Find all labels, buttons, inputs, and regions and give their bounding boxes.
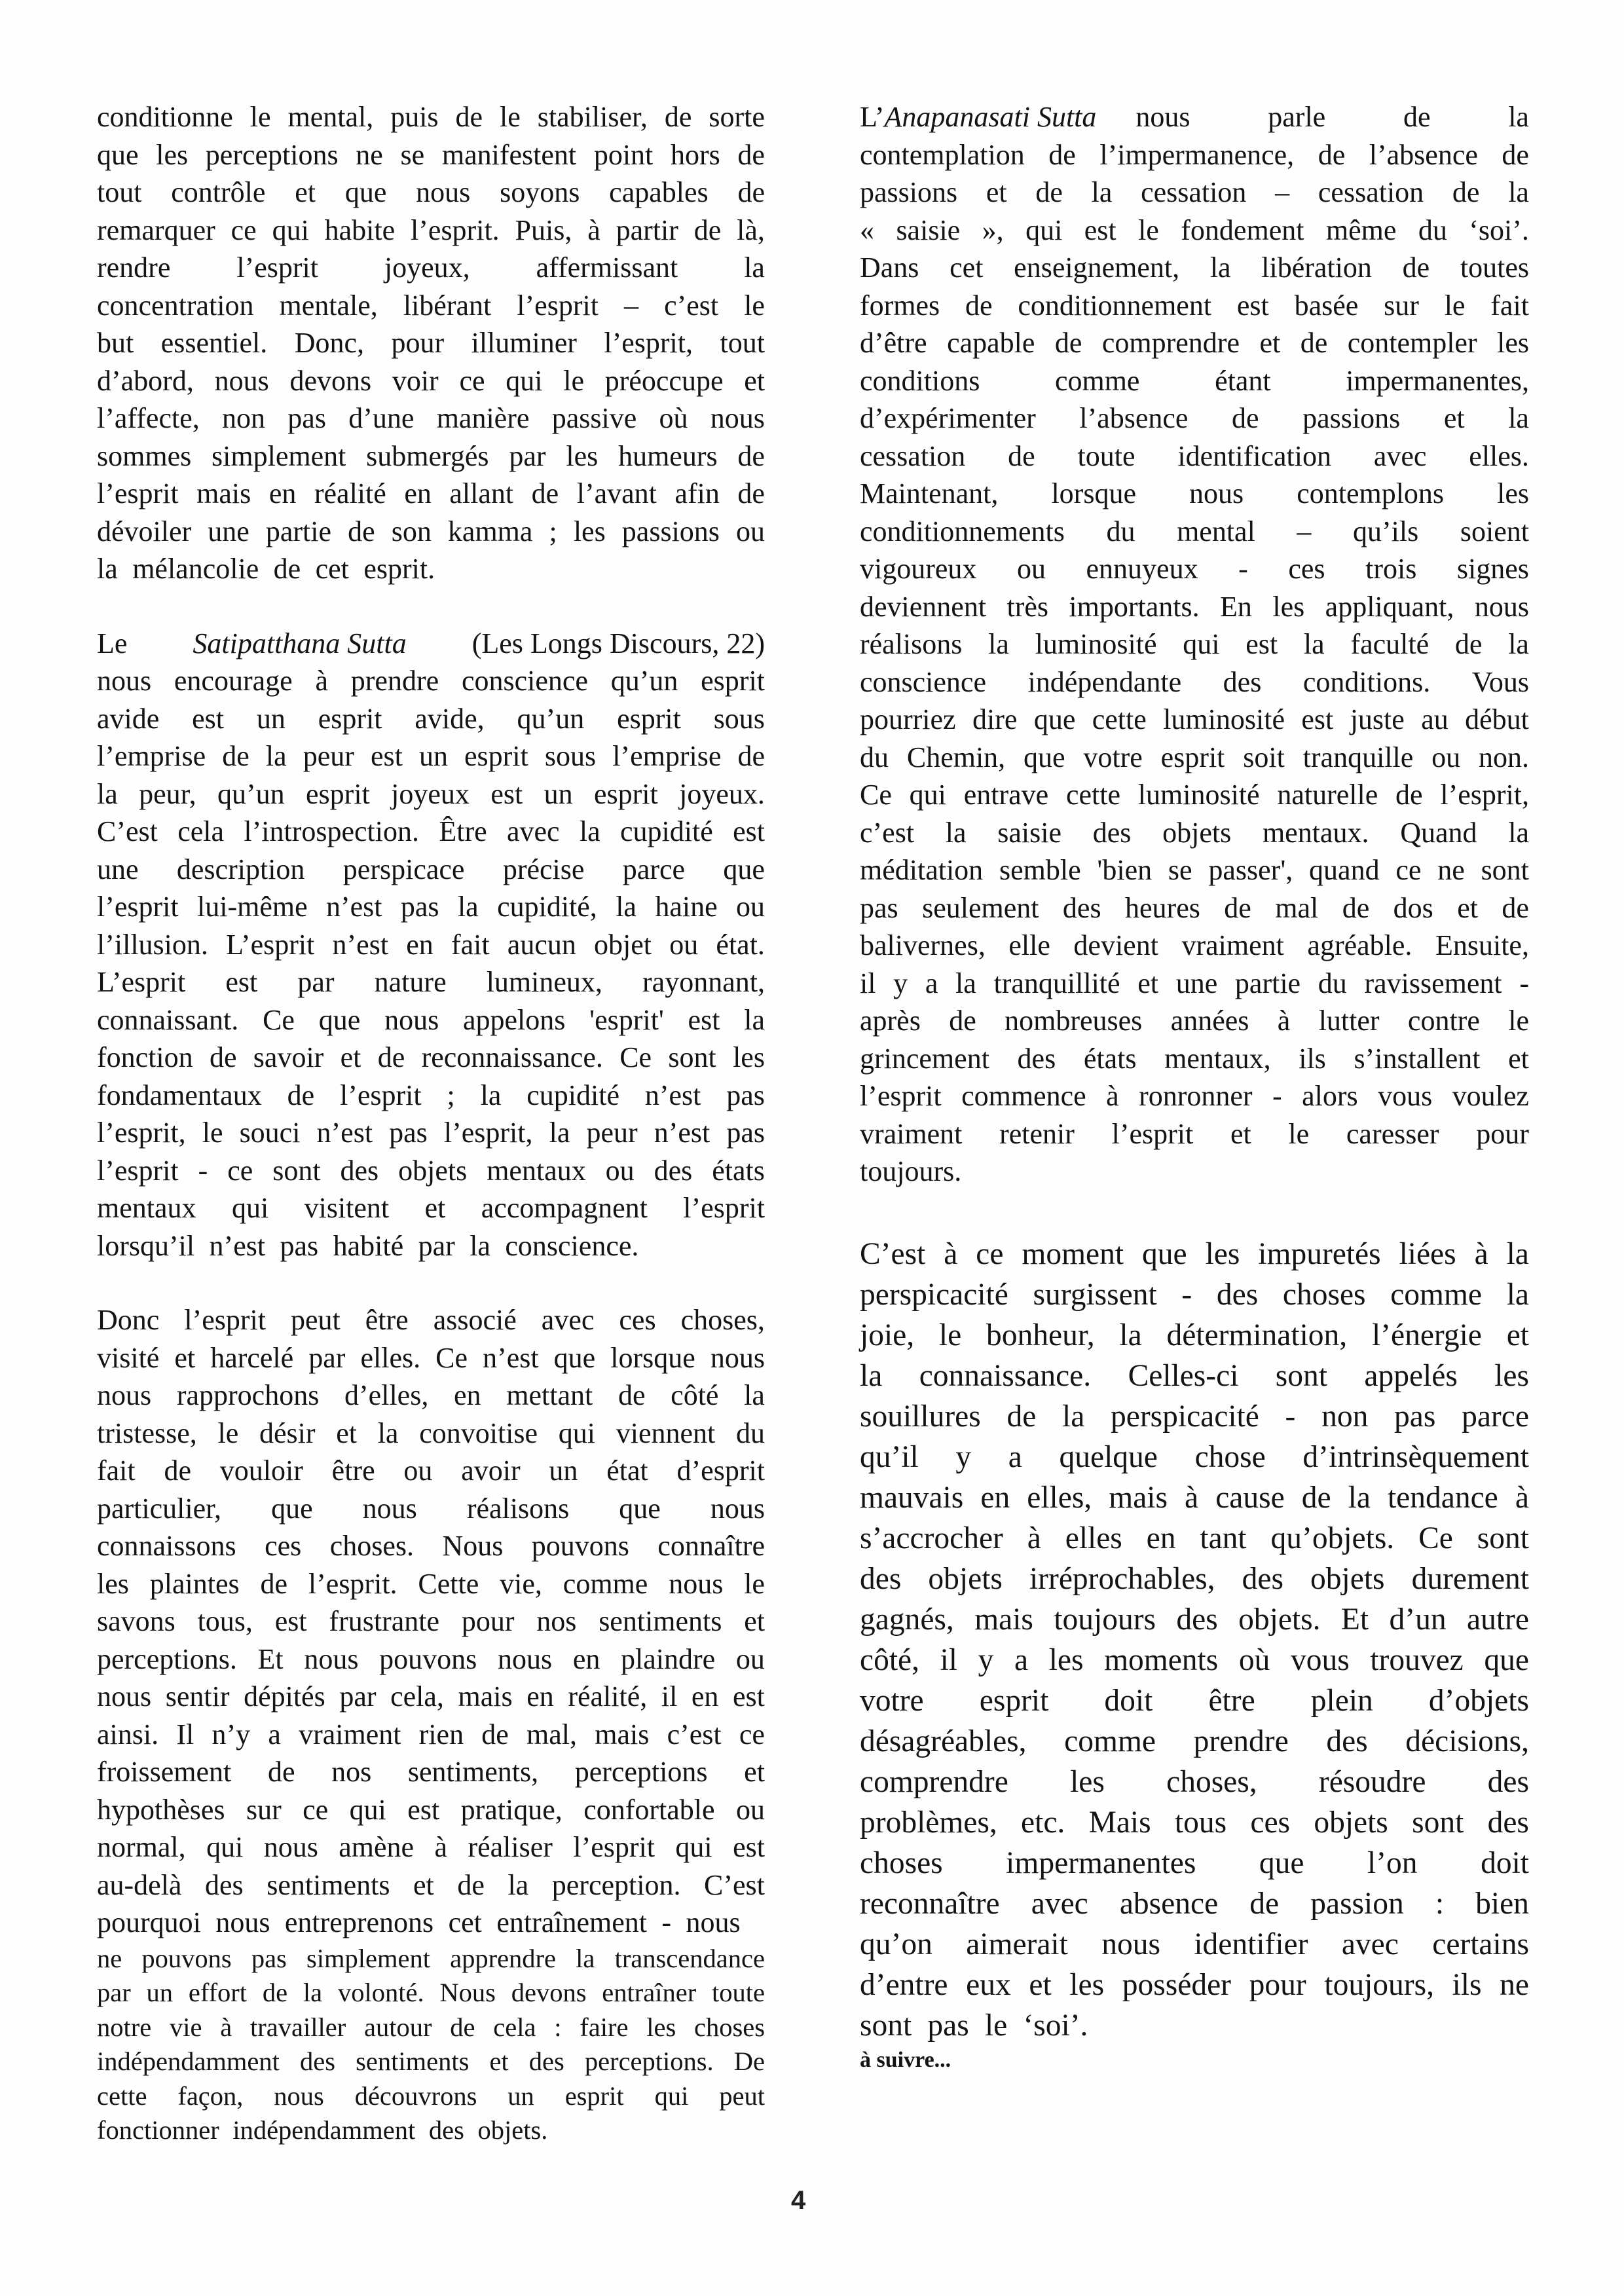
text-line: passions et de la cessation – cessation de la xyxy=(860,176,1529,208)
italic-title-group xyxy=(860,98,1096,136)
text-line: fondamentaux de l’esprit ; la cupidité n’est pas xyxy=(97,1079,765,1111)
paragraph-impurities xyxy=(860,1234,1529,2046)
text-line: la mélancolie de cet esprit. xyxy=(97,553,435,585)
text-line: toujours. xyxy=(860,1155,962,1187)
text-line: l’esprit lui-même n’est pas la cupidité, la haine ou xyxy=(97,891,765,923)
paragraph-1 xyxy=(97,98,765,588)
text-line: tristesse, le désir et la convoitise qui viennent du xyxy=(97,1416,765,1449)
text-line: ainsi. Il n’y a vraiment rien de mal, mais c’est ce xyxy=(97,1718,765,1750)
text-line: vraiment retenir l’esprit et le caresser pour xyxy=(860,1117,1529,1150)
text-line: ne pouvons pas simplement apprendre la transcendance xyxy=(97,1943,765,1973)
first-line xyxy=(97,625,765,663)
text-prefix: L’ xyxy=(860,101,885,133)
text-line: lorsqu’il n’est pas habité par la conscience. xyxy=(97,1229,639,1262)
text-line: deviennent très importants. En les appliquant, nous xyxy=(860,590,1529,623)
text-line: grincement des états mentaux, ils s’installent et xyxy=(860,1042,1529,1075)
text-suffix: nous parle de la xyxy=(1135,101,1529,133)
text-line: fonctionner indépendamment des objets. xyxy=(97,2115,548,2145)
text-line: l’affecte, non pas d’une manière passive où nous xyxy=(97,402,765,434)
text-line: d’abord, nous devons voir ce qui le préoccupe et xyxy=(97,364,765,397)
text-line: sont pas le ‘soi’. xyxy=(860,2008,1088,2043)
text-line: l’esprit - ce sont des objets mentaux ou des états xyxy=(97,1154,765,1187)
text-line: remarquer ce qui habite l’esprit. Puis, à partir de là, xyxy=(97,213,765,246)
text-line: d’entre eux et les posséder pour toujours, ils ne xyxy=(860,1967,1529,2002)
text-line: du Chemin, que votre esprit soit tranquille ou non. xyxy=(860,741,1529,773)
text-line: côté, il y a les moments où vous trouvez que xyxy=(860,1642,1529,1677)
text-line: reconnaître avec absence de passion : bien xyxy=(860,1886,1529,1921)
paragraph-anapanasati xyxy=(860,98,1529,1191)
text-line: hypothèses sur ce qui est pratique, confortable ou xyxy=(97,1793,765,1826)
text-line: mentaux qui visitent et accompagnent l’esprit xyxy=(97,1192,765,1224)
text-line: C’est à ce moment que les impuretés liées à la xyxy=(860,1236,1529,1271)
text-line: que les perceptions ne se manifestent point hors de xyxy=(97,138,765,171)
text-line: pourquoi nous entreprenons cet entraînement - nous xyxy=(97,1906,741,1938)
text-line: les plaintes de l’esprit. Cette vie, comme nous le xyxy=(97,1567,765,1600)
text-line: fonction de savoir et de reconnaissance. Ce sont les xyxy=(97,1041,765,1073)
text-line: vigoureux ou ennuyeux - ces trois signes xyxy=(860,553,1529,585)
text-line: comprendre les choses, résoudre des xyxy=(860,1764,1529,1799)
first-line xyxy=(860,98,1529,136)
text-line: concentration mentale, libérant l’esprit – c’est le xyxy=(97,289,765,322)
text-line: conditionnements du mental – qu’ils soient xyxy=(860,515,1529,547)
text-line: qu’il y a quelque chose d’intrinsèquement xyxy=(860,1439,1529,1474)
paragraph-3-small xyxy=(97,1942,765,2148)
text-line: visité et harcelé par elles. Ce n’est que lorsque nous xyxy=(97,1341,765,1374)
text-line: l’illusion. L’esprit n’est en fait aucun objet ou état. xyxy=(97,928,765,961)
text-suffix: (Les Longs Discours, 22) xyxy=(471,627,765,659)
text-line: une description perspicace précise parce que xyxy=(97,853,765,885)
text-line: il y a la tranquillité et une partie du ravissement - xyxy=(860,967,1529,999)
text-line: cessation de toute identification avec elles. xyxy=(860,439,1529,472)
text-line: formes de conditionnement est basée sur le fait xyxy=(860,289,1529,322)
text-line: conditionne le mental, puis de le stabiliser, de sorte xyxy=(97,101,765,133)
text-line: tout contrôle et que nous soyons capables de xyxy=(97,176,765,208)
text-line: dévoiler une partie de son kamma ; les passions ou xyxy=(97,515,765,547)
text-line: mauvais en elles, mais à cause de la tendance à xyxy=(860,1480,1529,1515)
text-line: conscience indépendante des conditions. Vous xyxy=(860,665,1529,698)
text-line: choses impermanentes que l’on doit xyxy=(860,1845,1529,1880)
text-line: balivernes, elle devient vraiment agréable. Ensuite, xyxy=(860,929,1529,961)
page-number: 4 xyxy=(791,2186,806,2215)
text-line: connaissant. Ce que nous appelons 'esprit' est la xyxy=(97,1003,765,1036)
text-line: qu’on aimerait nous identifier avec certains xyxy=(860,1927,1529,1961)
text-line: indépendamment des sentiments et des perceptions. De xyxy=(97,2046,765,2076)
text-line: après de nombreuses années à lutter contre le xyxy=(860,1005,1529,1037)
text-line: au-delà des sentiments et de la perception. C’est xyxy=(97,1868,765,1901)
text-line: désagréables, comme prendre des décisions, xyxy=(860,1724,1529,1758)
text-line: gagnés, mais toujours des objets. Et d’un autre xyxy=(860,1602,1529,1637)
text-line: notre vie à travailler autour de cela : faire les choses xyxy=(97,2012,765,2042)
text-line: réalisons la luminosité qui est la faculté de la xyxy=(860,628,1529,660)
text-line: pourriez dire que cette luminosité est juste au début xyxy=(860,703,1529,735)
text-line: la connaissance. Celles-ci sont appelés les xyxy=(860,1358,1529,1393)
text-line: savons tous, est frustrante pour nos sentiments et xyxy=(97,1605,765,1637)
text-line: méditation semble 'bien se passer', quand ce ne sont xyxy=(860,854,1529,886)
sutta-title-italic: Anapanasati Sutta xyxy=(884,101,1097,133)
text-line: rendre l’esprit joyeux, affermissant la xyxy=(97,251,765,284)
text-line: votre esprit doit être plein d’objets xyxy=(860,1683,1529,1718)
paragraph-3 xyxy=(97,1301,765,1942)
paragraph-1-body xyxy=(860,136,1529,1191)
text-line: contemplation de l’impermanence, de l’absence de xyxy=(860,138,1529,171)
text-line: but essentiel. Donc, pour illuminer l’esprit, tout xyxy=(97,327,765,359)
text-line: particulier, que nous réalisons que nous xyxy=(97,1492,765,1525)
text-line: pas seulement des heures de mal de dos et de xyxy=(860,891,1529,924)
paragraph-gap xyxy=(97,588,765,625)
text-line: conditions comme étant impermanentes, xyxy=(860,364,1529,397)
text-line: l’esprit commence à ronronner - alors vous voulez xyxy=(860,1080,1529,1112)
paragraph-gap xyxy=(97,1265,765,1301)
text-line: Ce qui entrave cette luminosité naturelle de l’esprit, xyxy=(860,779,1529,811)
text-line: l’emprise de la peur est un esprit sous l’emprise de xyxy=(97,740,765,772)
paragraph-satipatthana xyxy=(97,625,765,1265)
text-line: par un effort de la volonté. Nous devons entraîner toute xyxy=(97,1978,765,2007)
text-line: C’est cela l’introspection. Être avec la cupidité est xyxy=(97,815,765,847)
text-line: fait de vouloir être ou avoir un état d’esprit xyxy=(97,1454,765,1487)
text-line: L’esprit est par nature lumineux, rayonnant, xyxy=(97,966,765,998)
paragraph-2-body xyxy=(97,662,765,1265)
continuation-note: à suivre... xyxy=(860,2047,951,2072)
text-line: sommes simplement submergés par les humeurs de xyxy=(97,439,765,472)
text-line: perspicacité surgissent - des choses comme la xyxy=(860,1277,1529,1312)
text-line: souillures de la perspicacité - non pas parce xyxy=(860,1399,1529,1434)
text-line: nous encourage à prendre conscience qu’un esprit xyxy=(97,665,765,697)
text-line: s’accrocher à elles en tant qu’objets. Ce sont xyxy=(860,1521,1529,1555)
text-line: nous sentir dépités par cela, mais en réalité, il en est xyxy=(97,1680,765,1713)
left-column xyxy=(97,98,765,2148)
paragraph-gap xyxy=(860,1191,1529,1234)
text-line: nous rapprochons d’elles, en mettant de côté la xyxy=(97,1379,765,1411)
text-line: l’esprit, le souci n’est pas l’esprit, la peur n’est pas xyxy=(97,1117,765,1149)
text-line: Dans cet enseignement, la libération de toutes xyxy=(860,251,1529,284)
text-line: d’expérimenter l’absence de passions et la xyxy=(860,402,1529,434)
text-line: « saisie », qui est le fondement même du ‘soi’. xyxy=(860,213,1529,246)
text-line: connaissons ces choses. Nous pouvons connaître xyxy=(97,1530,765,1562)
text-prefix: Le xyxy=(97,627,128,659)
text-line: l’esprit mais en réalité en allant de l’avant afin de xyxy=(97,477,765,509)
text-line: joie, le bonheur, la détermination, l’énergie et xyxy=(860,1318,1529,1352)
text-line: problèmes, etc. Mais tous ces objets sont des xyxy=(860,1805,1529,1840)
text-line: avide est un esprit avide, qu’un esprit sous xyxy=(97,702,765,735)
text-line: la peur, qu’un esprit joyeux est un esprit joyeux. xyxy=(97,777,765,810)
text-line: Maintenant, lorsque nous contemplons les xyxy=(860,477,1529,509)
text-line: cette façon, nous découvrons un esprit qui peut xyxy=(97,2081,765,2111)
text-line: froissement de nos sentiments, perceptions et xyxy=(97,1756,765,1788)
text-line: des objets irréprochables, des objets durement xyxy=(860,1561,1529,1596)
right-column xyxy=(860,98,1529,2073)
sutta-title-italic: Satipatthana Sutta xyxy=(193,627,407,659)
text-line: Donc l’esprit peut être associé avec ces choses, xyxy=(97,1304,765,1336)
text-line: normal, qui nous amène à réaliser l’esprit qui est xyxy=(97,1831,765,1863)
text-line: c’est la saisie des objets mentaux. Quand la xyxy=(860,816,1529,849)
text-line: perceptions. Et nous pouvons nous en plaindre ou xyxy=(97,1642,765,1675)
text-line: d’être capable de comprendre et de contempler les xyxy=(860,327,1529,359)
